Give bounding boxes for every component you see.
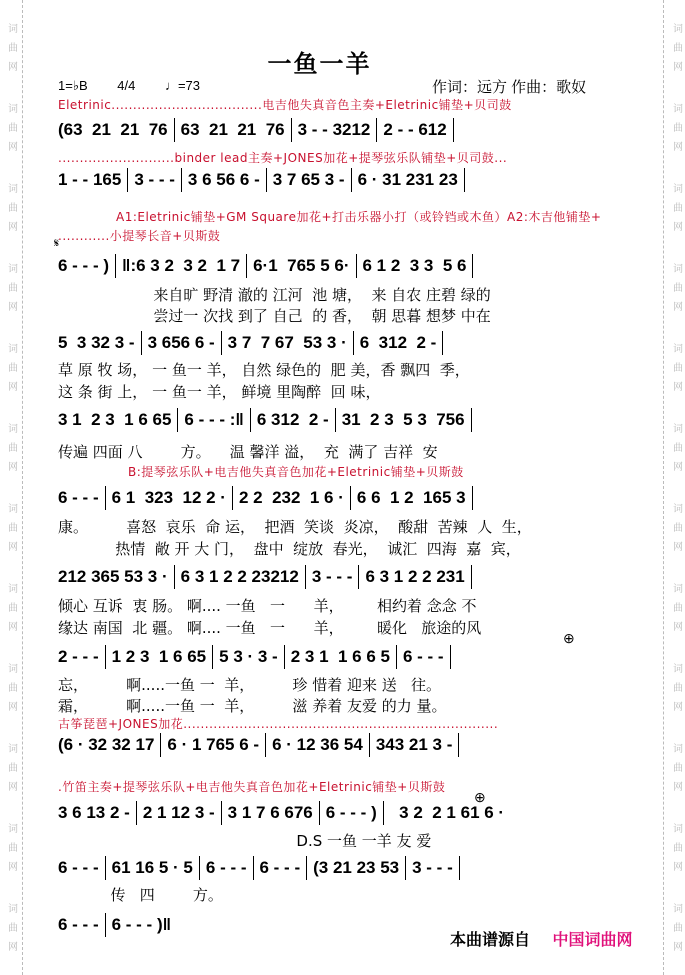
lyric-line: D.S 一鱼 一羊 友 爱	[58, 832, 432, 850]
watermark-text: 词曲网	[673, 424, 683, 473]
measure: 63 21 21 76	[175, 118, 292, 142]
measure: 6 6 1 2 165 3	[351, 486, 473, 510]
lyric-line: 传遍 四面 八 方。 温 馨洋 溢， 充 满了 吉祥 安	[58, 443, 438, 461]
measure: (3 21 23 53	[307, 856, 406, 880]
watermark-text: 词曲网	[8, 424, 18, 473]
watermark-text: 词曲网	[673, 904, 683, 953]
measure: 2 2 232 1 6 ·	[233, 486, 351, 510]
coda-icon: ⊕	[563, 630, 575, 646]
measure: 3 656 6 -	[142, 331, 222, 355]
annotation: ...........................binder lead主奏+JONES加花+提琴弦乐队铺垫+贝司鼓...	[58, 151, 508, 165]
staff-line	[58, 856, 460, 880]
staff-line	[58, 168, 465, 192]
measure: 6·1 765 5 6·	[247, 254, 356, 278]
meter: 4/4	[117, 78, 136, 93]
footer	[450, 927, 632, 950]
lyric-line: 传 四 方。	[58, 886, 223, 904]
measure: 343 21 3 -	[370, 733, 460, 757]
key: 1=♭B	[58, 78, 88, 93]
watermark-text: 词曲网	[8, 824, 18, 873]
measure: 6 - - - )‖	[111, 915, 172, 934]
watermark-text: 词曲网	[673, 824, 683, 873]
measure: 6 1 2 3 3 5 6	[357, 254, 474, 278]
measure: 6 - - -	[58, 486, 106, 510]
staff-line	[58, 331, 443, 355]
measure: 61 16 5 · 5	[106, 856, 200, 880]
measure: 3 - - 3212	[292, 118, 378, 142]
watermark-text: 词曲网	[673, 24, 683, 73]
measure: 6 - - -	[58, 856, 106, 880]
measure: 6 312 2 -	[251, 408, 336, 432]
measure: 2 3 1 1 6 6 5	[285, 645, 397, 669]
right-margin-line	[663, 0, 664, 975]
song-title: 一鱼一羊	[267, 51, 372, 78]
source-label: 本曲谱源自	[450, 932, 531, 949]
watermark-text: 词曲网	[8, 24, 18, 73]
measure: 31 2 3 5 3 756	[336, 408, 472, 432]
measure: 2 1 12 3 -	[137, 801, 222, 825]
annotation: 古筝琵琶+JONES加花.........................................................................	[58, 717, 499, 731]
watermark-text: 词曲网	[8, 904, 18, 953]
watermark-text: 词曲网	[8, 264, 18, 313]
watermark-text: 词曲网	[673, 744, 683, 793]
measure: (6 · 32 32 17	[58, 733, 161, 757]
staff-line	[58, 913, 177, 937]
measure: 3 1 2 3 1 6 65	[58, 408, 178, 432]
measure: (63 21 21 76	[58, 118, 175, 142]
annotation: ............小提琴长音+贝斯鼓	[58, 229, 221, 243]
measure: 3 - - -	[406, 856, 460, 880]
key-signature	[58, 78, 226, 94]
measure: 6 1 323 12 2 ·	[106, 486, 233, 510]
coda-icon: ⊕	[474, 789, 486, 805]
watermark-text: 词曲网	[673, 184, 683, 233]
watermark-text: 词曲网	[8, 584, 18, 633]
measure: 6 - - - )	[58, 254, 116, 278]
measure: 6 · 1 765 6 -	[161, 733, 266, 757]
lyric-line: 热情 敞 开 大 门， 盘中 绽放 春光， 诚汇 四海 嘉 宾，	[58, 540, 521, 558]
measure: 3 1 7 6 676	[222, 801, 320, 825]
lyric-line: 霜， 啊.....一鱼 一 羊， 滋 养着 友爱 的力 量。	[58, 697, 447, 715]
measure: 3 - - -	[128, 168, 182, 192]
measure: 6 3 1 2 2 231	[359, 565, 471, 589]
watermark-text: 词曲网	[8, 104, 18, 153]
measure: 6 - - -	[254, 856, 308, 880]
lyric-line: 忘， 啊.....一鱼 一 羊， 珍 惜着 迎来 送 往。	[58, 676, 442, 694]
measure: 212 365 53 3 ·	[58, 565, 175, 589]
measure: ‖:6 3 2 3 2 1 7	[116, 254, 247, 278]
staff-line	[58, 565, 472, 589]
watermark-text: 词曲网	[8, 664, 18, 713]
measure: 3 7 7 67 53 3 ·	[222, 331, 354, 355]
watermark-text: 词曲网	[673, 104, 683, 153]
staff-line	[58, 254, 473, 278]
measure: 1 - - 165	[58, 168, 128, 192]
annotation: A1:Eletrinic铺垫+GM Square加花+打击乐器小打（或铃铛或木鱼）A2:木吉他铺垫+	[116, 210, 602, 224]
measure: 2 - - -	[58, 645, 106, 669]
staff-line	[58, 486, 473, 510]
staff-line	[58, 801, 510, 825]
lyric-line: 康。 喜怒 哀乐 命 运， 把酒 笑谈 炎凉， 酸甜 苦辣 人 生，	[58, 518, 532, 536]
annotation: .竹笛主奏+提琴弦乐队+电吉他失真音色加花+Eletrinic铺垫+贝斯鼓	[58, 780, 446, 794]
lyric-line: 尝过一 次找 到了 自己 的 香， 朝 思暮 想梦 中在	[58, 307, 491, 325]
credits: 作词：远方 作曲：歌奴	[432, 79, 587, 96]
lyric-line: 倾心 互诉 衷 肠。 啊.... 一鱼 一 羊， 相约着 念念 不	[58, 597, 477, 615]
measure: 2 - - 612	[377, 118, 453, 142]
staff-line	[58, 645, 451, 669]
segno-icon: 𝄋	[54, 236, 60, 250]
watermark-text: 词曲网	[673, 664, 683, 713]
staff-line	[58, 408, 472, 432]
brand-link[interactable]: 中国词曲网	[552, 932, 633, 949]
staff-line	[58, 733, 459, 757]
watermark-text: 词曲网	[673, 344, 683, 393]
measure: 6 3 1 2 2 23212	[175, 565, 306, 589]
lyric-line: 这 条 街 上， 一 鱼一 羊， 鲜境 里陶醉 回 味，	[58, 383, 381, 401]
measure: 3 - - -	[306, 565, 360, 589]
measure: 6 - - -	[58, 913, 106, 937]
measure: 5 3 32 3 -	[58, 331, 142, 355]
measure: 3 7 65 3 -	[267, 168, 352, 192]
measure: 6 312 2 -	[354, 331, 444, 355]
measure: 6 · 31 231 23	[352, 168, 465, 192]
measure: 3 6 13 2 -	[58, 801, 137, 825]
annotation: Eletrinic...................................电吉他失真音色主奏+Eletrinic铺垫+贝司鼓	[58, 98, 512, 112]
measure: 1 2 3 1 6 65	[106, 645, 214, 669]
watermark-text: 词曲网	[673, 264, 683, 313]
left-margin-line	[22, 0, 23, 975]
annotation: B:提琴弦乐队+电吉他失真音色加花+Eletrinic铺垫+贝斯鼓	[128, 465, 464, 479]
lyric-line: 来自旷 野清 澈的 江河 池 塘， 来 自农 庄碧 绿的	[58, 286, 491, 304]
watermark-text: 词曲网	[8, 744, 18, 793]
lyric-line: 草 原 牧 场， 一 鱼一 羊， 自然 绿色的 肥 美，香 飘四 季，	[58, 361, 470, 379]
measure: 6 - - - )	[320, 801, 384, 825]
measure: 3 2 2 1 61 6 ·	[389, 803, 505, 822]
measure: 6 - - -	[200, 856, 254, 880]
measure: 5 3 · 3 -	[213, 645, 285, 669]
watermark-text: 词曲网	[8, 504, 18, 553]
watermark-text: 词曲网	[673, 584, 683, 633]
watermark-text: 词曲网	[8, 344, 18, 393]
measure: 3 6 56 6 -	[182, 168, 267, 192]
staff-line	[58, 118, 454, 142]
measure: 6 · 12 36 54	[266, 733, 370, 757]
watermark-text: 词曲网	[8, 184, 18, 233]
tempo: ♩=73	[164, 78, 201, 93]
watermark-text: 词曲网	[673, 504, 683, 553]
lyric-line: 缘达 南国 北 疆。 啊.... 一鱼 一 羊， 暖化 旅途的风	[58, 619, 482, 637]
measure: 6 - - - :‖	[178, 408, 250, 432]
measure: 6 - - -	[397, 645, 451, 669]
